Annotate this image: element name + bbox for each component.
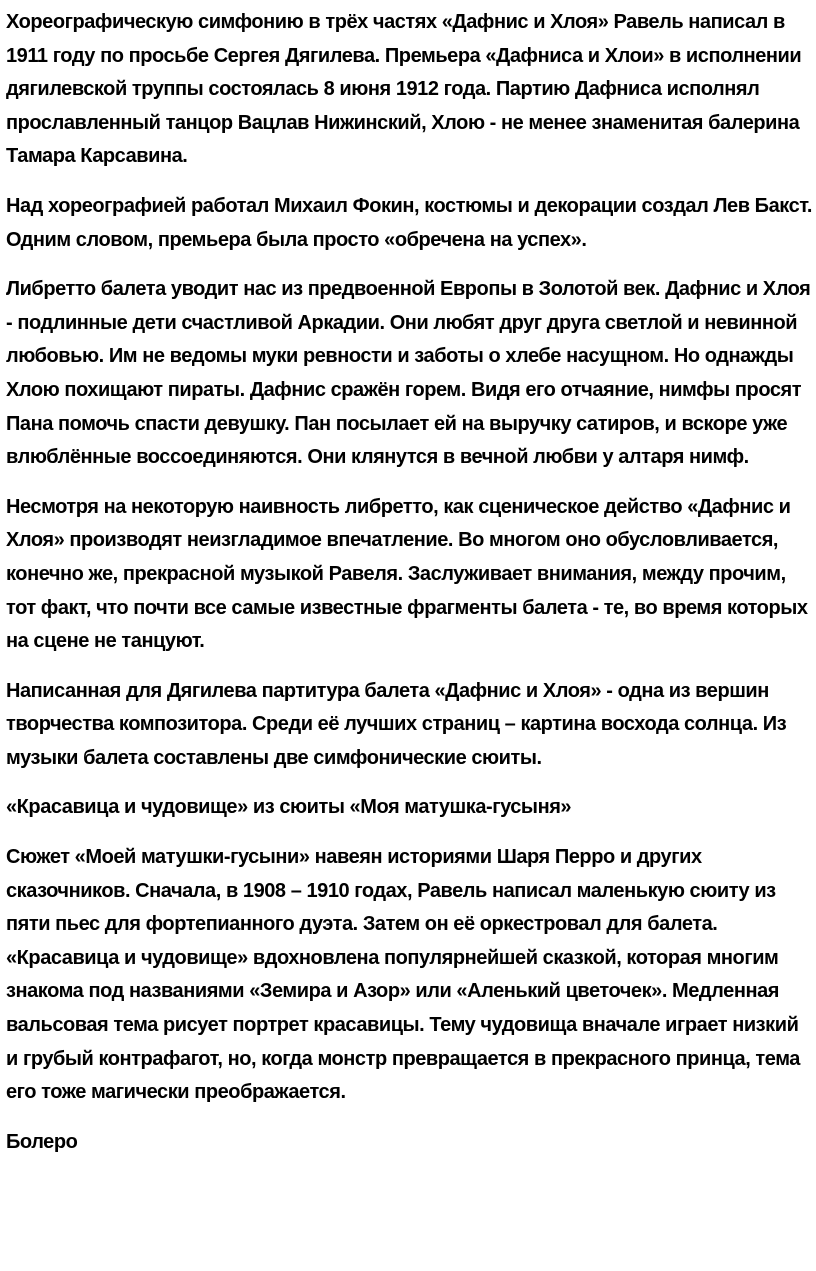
paragraph-score: Написанная для Дягилева партитура балета «Дафнис и Хлоя» - одна из вершин творчества композитора. Среди её лучших страниц – картина восхода солнца. Из музыки балета составлены две симфонические сюиты.	[6, 679, 787, 769]
document-page	[6, 6, 814, 1175]
paragraph-choreography: Над хореографией работал Михаил Фокин, костюмы и декорации создал Лев Бакст. Одним словом, премьера была просто «обречена на успех».	[6, 194, 812, 251]
paragraph-libretto: Либретто балета уводит нас из предвоенной Европы в Золотой век. Дафнис и Хлоя - подлинные дети счастливой Аркадии. Они любят друг друга светлой и невинной любовью. Им не ведомы муки ревности и заботы о хлебе насущном. Но однажды Хлою похищают пираты. Дафнис сражён горем. Видя его отчаяние, нимфы просят Пана помочь спасти девушку. Пан посылает ей на выручку сатиров, и вскоре уже влюблённые воссоединяются. Они клянутся в вечной любви у алтаря нимф.	[6, 278, 811, 469]
section-heading-bolero: Болеро	[6, 1130, 78, 1153]
section-heading-beauty-and-beast: «Красавица и чудовище» из сюиты «Моя матушка-гусыня»	[6, 796, 572, 819]
paragraph-impression: Несмотря на некоторую наивность либретто, как сценическое действо «Дафнис и Хлоя» производят неизгладимое впечатление. Во многом оно обусловливается, конечно же, прекрасной музыкой Равеля. Заслуживает внимания, между прочим, тот факт, что почти все самые известные фрагменты балета - те, во время которых на сцене не танцуют.	[6, 495, 808, 653]
paragraph-mother-goose: Сюжет «Моей матушки-гусыни» навеян историями Шаря Перро и других сказочников. Сначала, в 1908 – 1910 годах, Равель написал маленькую сюиту из пяти пьес для фортепианного дуэта. Затем он её оркестровал для балета. «Красавица и чудовище» вдохновлена популярнейшей сказкой, которая многим знакома под названиями «Земира и Азор» или «Аленький цветочек». Медленная вальсовая тема рисует портрет красавицы. Тему чудовища вначале играет низкий и грубый контрафагот, но, когда монстр превращается в прекрасного принца, тема его тоже магически преображается.	[6, 846, 800, 1104]
paragraph-daphnis-premiere: Хореографическую симфонию в трёх частях «Дафнис и Хлоя» Равель написал в 1911 году по просьбе Сергея Дягилева. Премьера «Дафниса и Хлои» в исполнении дягилевской труппы состоялась 8 июня 1912 года. Партию Дафниса исполнял прославленный танцор Вацлав Нижинский, Хлою - не менее знаменитая балерина Тамара Карсавина.	[6, 11, 802, 168]
